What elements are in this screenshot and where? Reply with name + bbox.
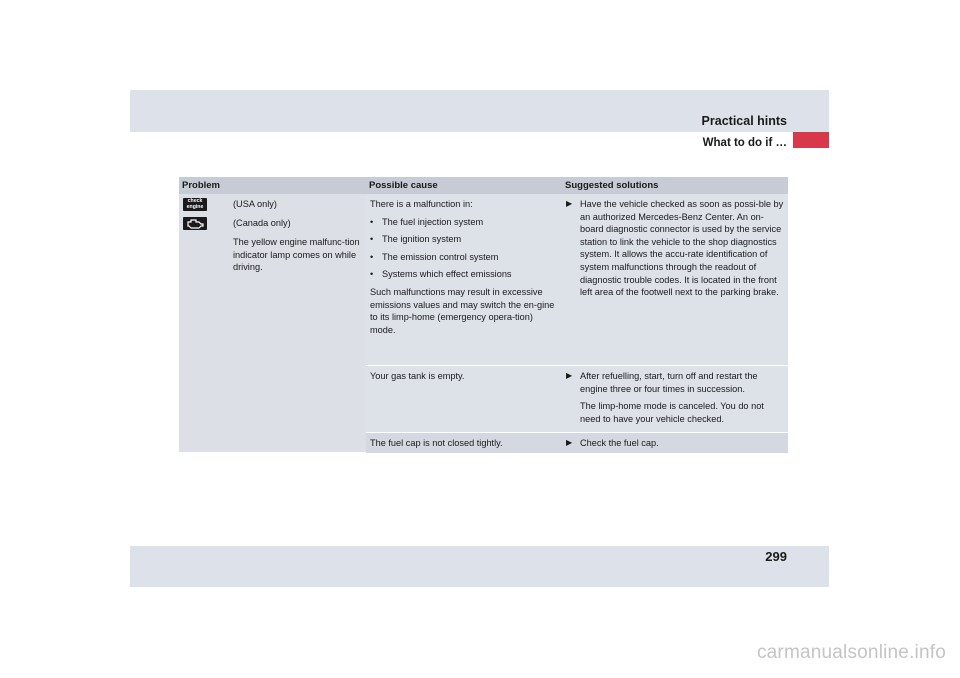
table-row (366, 433, 788, 453)
solution-cell (562, 366, 788, 432)
section-tab-marker (793, 132, 829, 148)
solution-note: The limp-home mode is canceled. You do not need to have your vehicle checked. (580, 401, 764, 424)
cause-cell: Your gas tank is empty. (366, 366, 562, 432)
solution-cell (562, 433, 788, 453)
table-body (179, 194, 788, 453)
list-item: • The fuel injection system (370, 216, 484, 227)
solution-cell (562, 194, 788, 365)
canada-only-label: (Canada only) (233, 218, 291, 228)
cause-solution-rows (366, 194, 788, 453)
table-row (366, 366, 788, 433)
list-item: • The emission control system (370, 251, 499, 262)
page-number: 299 (765, 549, 787, 564)
solution-step: ▶ After refuelling, start, turn off and restart the engine three or four times in succession. The limp-home mode is canceled. You do not need to have your vehicle checked. (566, 370, 784, 430)
list-item: • Systems which effect emissions (370, 269, 512, 280)
play-arrow-icon: ▶ (566, 438, 573, 447)
table-header-row (179, 177, 788, 194)
footer-band (130, 546, 829, 587)
cause-intro: There is a malfunction in: (370, 199, 473, 209)
table-row (366, 194, 788, 366)
troubleshooting-table (179, 177, 788, 453)
problem-canada-line (183, 217, 362, 230)
list-item: • The ignition system (370, 234, 462, 245)
header-suggested-solutions: Suggested solutions (565, 180, 659, 191)
section-subtitle: What to do if … (702, 137, 787, 149)
problem-description: The yellow engine malfunc-tion indicator lamp comes on while driving. (233, 237, 360, 273)
watermark: carmanualsonline.info (756, 642, 946, 663)
cause-cell: The fuel cap is not closed tightly. (366, 433, 562, 453)
check-engine-icon: check engine (183, 198, 207, 211)
header-problem: Problem (182, 180, 221, 191)
engine-icon (183, 217, 207, 230)
cause-cell (366, 194, 562, 365)
play-arrow-icon: ▶ (566, 199, 573, 208)
solution-step: ▶ Check the fuel cap. (566, 438, 659, 448)
section-title: Practical hints (701, 114, 787, 128)
header-possible-cause: Possible cause (369, 180, 438, 191)
solution-step: ▶ Have the vehicle checked as soon as possi-ble by an authorized Mercedes-Benz Center. An on-board diagnostic connector is used by the service station to link the vehicle to the shop diagnostics system. It allows the accu-rate identification of system malfunctions through the readout of diagnostic trouble codes. It is located in the front left area of the footwell next to the parking brake. (566, 199, 784, 298)
play-arrow-icon: ▶ (566, 371, 573, 380)
problem-usa-line (183, 198, 362, 211)
usa-only-label: (USA only) (233, 199, 277, 209)
cause-outro: Such malfunctions may result in excessive emissions values and may switch the en-gine to its limp-home (emergency opera-tion) mode. (370, 286, 555, 335)
problem-cell (179, 194, 366, 452)
